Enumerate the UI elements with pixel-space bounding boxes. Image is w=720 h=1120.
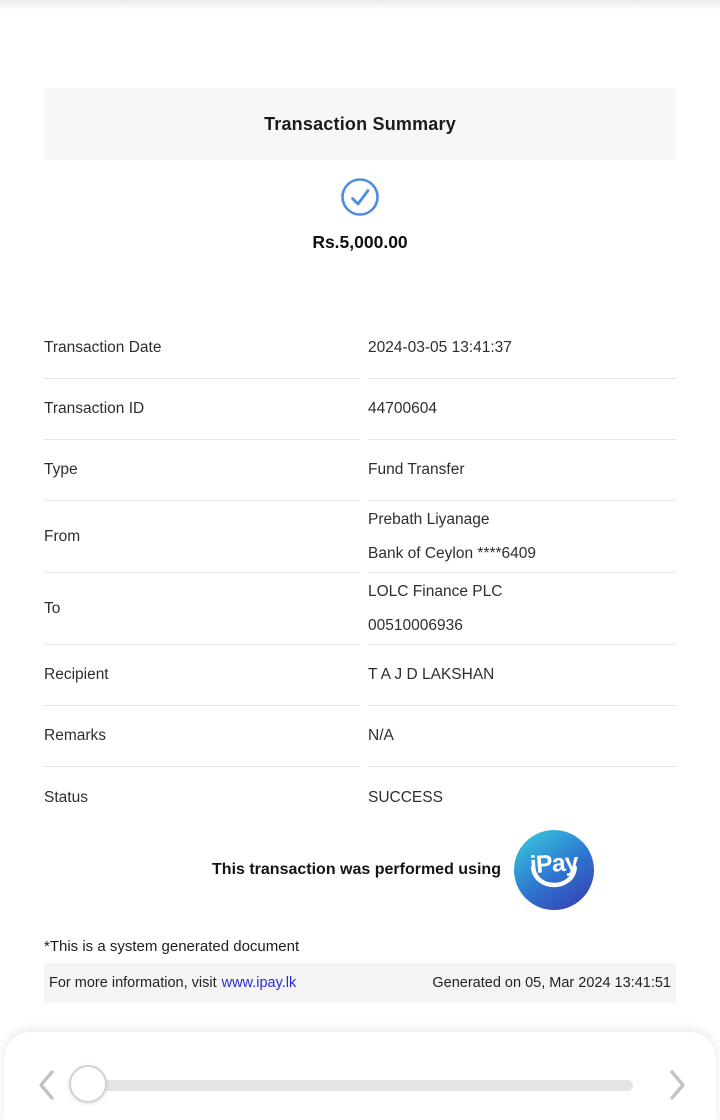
row-label: Type xyxy=(44,440,360,501)
table-row xyxy=(44,767,676,828)
scrollbar-thumb[interactable] xyxy=(69,1065,107,1103)
row-value: 00510006936 xyxy=(368,616,463,634)
row-value: 44700604 xyxy=(368,400,437,417)
row-value: SUCCESS xyxy=(368,788,443,806)
success-check-icon xyxy=(0,177,720,217)
bottom-scroller-card xyxy=(4,1032,716,1120)
footer-bar xyxy=(44,963,676,1003)
row-value: 2024-03-05 13:41:37 xyxy=(368,339,512,356)
row-label: To xyxy=(44,573,360,645)
top-shadow xyxy=(0,0,720,12)
row-label: Recipient xyxy=(44,645,360,706)
row-value: Prebath Liyanage xyxy=(368,510,490,528)
row-label: Status xyxy=(44,788,88,806)
table-row xyxy=(44,501,676,573)
transaction-amount: Rs.5,000.00 xyxy=(312,232,408,252)
details-table xyxy=(44,318,676,828)
table-row xyxy=(44,318,676,379)
ipay-logo-text: iPay xyxy=(529,848,579,880)
table-row xyxy=(44,706,676,767)
system-generated-note: *This is a system generated document xyxy=(44,938,300,955)
table-row xyxy=(44,440,676,501)
row-value: T A J D LAKSHAN xyxy=(368,666,495,683)
row-label: Remarks xyxy=(44,706,360,767)
table-row xyxy=(44,379,676,440)
performed-using-text: This transaction was performed using xyxy=(212,861,501,878)
row-value: LOLC Finance PLC xyxy=(368,582,503,600)
row-value: N/A xyxy=(368,727,394,744)
footer-info-text: For more information, visit xyxy=(49,975,217,991)
row-value: Fund Transfer xyxy=(368,461,465,478)
chevron-left-icon[interactable] xyxy=(36,1068,58,1102)
table-row xyxy=(44,645,676,706)
ipay-website-link[interactable]: www.ipay.lk xyxy=(221,975,297,991)
row-label: From xyxy=(44,501,360,573)
row-label: Transaction Date xyxy=(44,318,360,379)
scrollbar-track[interactable] xyxy=(88,1080,633,1091)
row-value: Bank of Ceylon ****6409 xyxy=(368,544,537,562)
performed-using-row xyxy=(87,829,719,911)
ipay-logo-icon xyxy=(514,830,594,910)
row-label: Transaction ID xyxy=(44,379,360,440)
header-bar xyxy=(44,88,676,160)
page-title: Transaction Summary xyxy=(264,113,456,134)
generated-timestamp: Generated on 05, Mar 2024 13:41:51 xyxy=(432,975,671,991)
chevron-right-icon[interactable] xyxy=(666,1068,688,1102)
table-row xyxy=(44,573,676,645)
